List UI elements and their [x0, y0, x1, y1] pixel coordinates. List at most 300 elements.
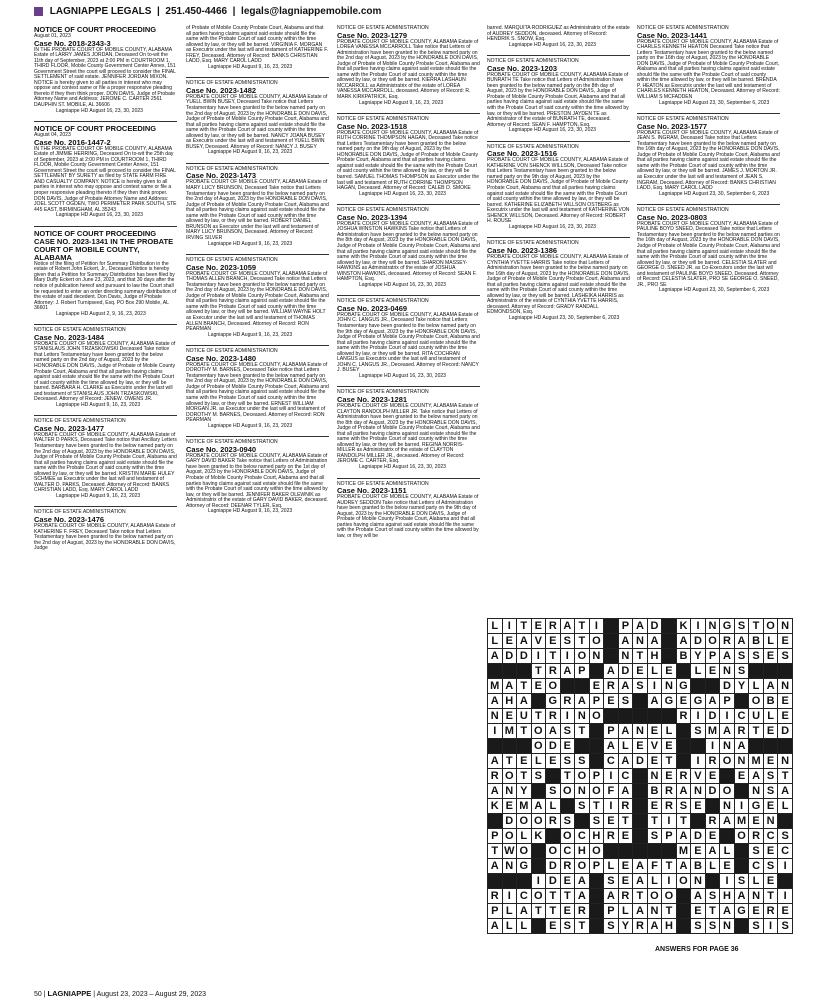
- answer-cell: E: [691, 799, 706, 814]
- answer-cell: E: [763, 844, 778, 859]
- answer-cell: E: [604, 694, 619, 709]
- black-square: [749, 739, 764, 754]
- answer-cell: E: [662, 739, 677, 754]
- answer-cell: O: [749, 694, 764, 709]
- answer-cell: A: [734, 889, 749, 904]
- black-square: [778, 739, 793, 754]
- answer-cell: L: [502, 919, 517, 934]
- answer-cell: A: [618, 724, 633, 739]
- answer-cell: A: [676, 784, 691, 799]
- answer-cell: D: [517, 649, 532, 664]
- notice-body: PROBATE COURT OF MOBILE COUNTY, ALABAMA Estate of WALTER D PARKS, Deceased Take notice that Ancillary Letters Testamentary have been granted to the below named party on the 2nd day of August, 2023 by the HONORABLE DON DAVIS, Judge of Probate of Mobile County Probate Court, Alabama and that all parties having claims against said estate should file the same with the Probate Court of said county within the time allowed by law, or they will be barred. KRISTIN MARIE HULEY SCHMEE as Executrix under the last will and testament of WALTER D. PARKS, Deceased. Attorney of Record: BANKS CHRISTIAN LADD, Esq. MARY CAROL LADD: [34, 431, 177, 494]
- answer-cell: S: [763, 769, 778, 784]
- case-number: Case No. 2018-2343-3: [34, 38, 111, 48]
- answer-cell: I: [778, 889, 793, 904]
- case-number: Case No. 2023-1281: [337, 394, 408, 404]
- answer-cell: T: [488, 844, 503, 859]
- notice-heading: NOTICE OF ESTATE ADMINISTRATION: [637, 207, 729, 214]
- answer-cell: A: [734, 739, 749, 754]
- notice-body: IN THE PROBATE COURT OF MOBILE COUNTY, ALABAMA Estate of JIMMIE HERRING, Deceased On to-wit the 25th day of September, 2023 at 2:00 PM in COURTROOM 1, THIRD FLOOR, Mobile County Government Center Annex, 151 Government Street the court will proceed to consider the FINAL SETTLEMENT BY SURETY as filed by STATE FARM FIRE AND CASUALTY COMPANY. NOTICE is hereby given to all parties in interest who may oppose and contest same or file a proper responsive pleading thereto if they then think proper. DON DAVIS, Judge of Probate Attorney Name and Address: JOEL SCOTT OGDEN, TWO PERIMETER PARK SOUTH, STE 445 EAST, BIRMINGHAM, AL 35243: [34, 145, 177, 213]
- answer-cell: S: [778, 649, 793, 664]
- answer-cell: S: [705, 889, 720, 904]
- notice-divider: [34, 324, 177, 325]
- answer-cell: T: [560, 889, 575, 904]
- answer-cell: I: [604, 769, 619, 784]
- answer-cell: D: [720, 679, 735, 694]
- black-square: [531, 784, 546, 799]
- case-number: Case No. 2023-1484: [34, 332, 105, 342]
- black-square: [720, 829, 735, 844]
- answer-cell: O: [662, 889, 677, 904]
- black-square: [676, 919, 691, 934]
- answer-cell: L: [546, 799, 561, 814]
- black-square: [633, 844, 648, 859]
- notice-body: PROBATE COURT OF MOBILE COUNTY, ALABAMA Estate of JEAN S. INGRAM, Deceased Take notice that Letters Testamentary have been granted to the below named party on the 16th day of August, 2023 by the HONORABLE DON DAVIS, Judge of Probate of Mobile County Probate Court, Alabama and that all parties having claims against said estate should file the same with the Probate Court of said county within the time allowed by law, or they will be barred. JAMES J. MORTON JR. as Executor under the last will and testament of JEAN S. INGRAM, Deceased. Attorney of Record: BANKS CHRISTIAN LADD, Esq. MARY CAROL LADD: [637, 129, 780, 192]
- legal-notice: [34, 510, 177, 551]
- answer-cell: D: [618, 664, 633, 679]
- answer-cell: L: [517, 829, 532, 844]
- answer-cell: A: [647, 919, 662, 934]
- grid-row: [488, 829, 793, 844]
- notice-body: PROBATE COURT OF MOBILE COUNTY, ALABAMA Estate of CYNTHIA YVETTE HARRIS Take notice that Letters of Administration have been granted to the below named party on the 16th day of August, 2023 by the HONORABLE DON DAVIS, Judge of Probate of Mobile County Probate Court, Alabama and that all parties having claims against said estate should file the same with the Probate Court of said county within the time allowed by law, or they will be barred. LASHEIKA HARRIS as Administratrix of the estate of CYNTHIA YVETTE HARRIS, deceased. Attorney of Record: GRADY RANDALL EDMONDSON, Esq.: [487, 253, 630, 316]
- notice-divider: [337, 386, 480, 387]
- answer-cell: I: [734, 799, 749, 814]
- answer-cell: S: [575, 754, 590, 769]
- answer-cell: T: [560, 769, 575, 784]
- answer-cell: T: [676, 814, 691, 829]
- case-number: Case No. 2023-1516: [487, 149, 558, 159]
- answer-cell: O: [531, 889, 546, 904]
- case-number: Case No. 2023-0803: [637, 212, 708, 222]
- notice-divider: [637, 113, 780, 114]
- black-square: [734, 844, 749, 859]
- answer-cell: P: [488, 904, 503, 919]
- notice-body: PROBATE COURT OF MOBILE COUNTY, ALABAMA Estate of GARY DAVID BAKER Take notice that Letters of Administration have been granted to the below named party on the 1st day of August, 2023 by the HONORABLE DON DAVIS, Judge of Probate of Mobile County Probate Court, Alabama and that all parties having claims against said estate should file the same with the Probate Court of said county within the time allowed by law, or they will be barred. JENNIFER BAKER OLEWNIK as Administratrix of the estate of GARY DAVID BAKER, deceased. Attorney of Record: DEENAR TYLER, Esq.: [186, 452, 328, 509]
- notice-heading: NOTICE OF COURT PROCEEDING: [34, 124, 157, 134]
- answer-cell: E: [531, 679, 546, 694]
- black-square: [691, 679, 706, 694]
- answer-cell: H: [575, 844, 590, 859]
- answer-cell: L: [488, 619, 503, 634]
- black-square: [531, 859, 546, 874]
- legal-notice: [637, 26, 780, 106]
- answer-cell: C: [749, 859, 764, 874]
- notice-divider: [487, 55, 630, 56]
- answer-cell: A: [691, 889, 706, 904]
- answer-cell: S: [749, 919, 764, 934]
- black-square: [531, 919, 546, 934]
- publication-line: Lagniappe HD August 16, 23, 30, 2023: [56, 212, 143, 219]
- answer-cell: R: [662, 784, 677, 799]
- black-square: [575, 679, 590, 694]
- publication-line: Lagniappe HD August 16, 23, 30, 2023: [56, 107, 143, 114]
- answer-cell: D: [633, 754, 648, 769]
- answer-cell: R: [676, 709, 691, 724]
- answer-cell: S: [575, 799, 590, 814]
- brand-name: LAGNIAPPE: [47, 989, 92, 998]
- answer-cell: E: [705, 769, 720, 784]
- case-number: Case No. 2023-1386: [487, 245, 558, 255]
- black-square: [662, 634, 677, 649]
- black-square: [633, 694, 648, 709]
- answer-cell: E: [705, 664, 720, 679]
- answer-cell: R: [720, 634, 735, 649]
- black-square: [720, 769, 735, 784]
- answer-cell: S: [560, 634, 575, 649]
- answer-cell: O: [517, 814, 532, 829]
- page-footer: 50 | LAGNIAPPE | August 23, 2023 – August 29, 2023: [34, 989, 206, 998]
- answer-cell: D: [778, 724, 793, 739]
- answer-cell: S: [531, 769, 546, 784]
- grid-row: [488, 769, 793, 784]
- answer-cell: P: [720, 694, 735, 709]
- legal-notice: [487, 26, 630, 48]
- answer-cell: V: [647, 739, 662, 754]
- black-square: [546, 769, 561, 784]
- notice-body: PROBATE COURT OF MOBILE COUNTY, ALABAMA Estate of AUDREY SEDDON Take notice that Letters of Administration have been granted to the below named party on the 9th day of August, 2023 by the HONORABLE DON DAVIS, Judge of Probate of Mobile County Probate Court, Alabama and that all parties having claims against said estate should file the same with the Probate Court of said county within the time allowed by law, or they will be: [337, 494, 479, 539]
- notice-divider: [186, 163, 329, 164]
- answer-cell: E: [560, 904, 575, 919]
- contact-email[interactable]: legals@lagniappemobile.com: [241, 6, 382, 17]
- answer-cell: E: [691, 844, 706, 859]
- answer-cell: L: [705, 859, 720, 874]
- answer-cell: O: [575, 649, 590, 664]
- legal-notice: [186, 440, 329, 515]
- legal-notice: [637, 117, 780, 197]
- black-square: [662, 649, 677, 664]
- answer-cell: A: [575, 874, 590, 889]
- black-square: [676, 754, 691, 769]
- answer-cell: P: [705, 649, 720, 664]
- notice-divider: [487, 237, 630, 238]
- answer-cell: A: [488, 754, 503, 769]
- answer-cell: E: [763, 754, 778, 769]
- answer-cell: U: [749, 709, 764, 724]
- answer-cell: R: [488, 769, 503, 784]
- notice-divider: [34, 506, 177, 507]
- black-square: [589, 904, 604, 919]
- black-square: [589, 754, 604, 769]
- answer-cell: E: [705, 829, 720, 844]
- notice-body: barred. MARQUITA RODRIGUEZ as Administratrix of the estate of AUDREY SEDDON, deceased. Attorney of Record: HENDRIK S. SNOW, Esq.: [487, 25, 630, 43]
- answer-cell: R: [734, 724, 749, 739]
- answer-cell: O: [560, 784, 575, 799]
- case-number: Case No. 2023-1482: [186, 85, 257, 95]
- legal-notice: [34, 328, 177, 408]
- section-title: LAGNIAPPE LEGALS: [49, 6, 152, 17]
- answer-cell: R: [546, 619, 561, 634]
- answer-cell: E: [589, 679, 604, 694]
- answer-cell: N: [589, 649, 604, 664]
- case-number: Case No. 2023-1441: [637, 30, 708, 40]
- publication-line: Lagniappe HD August 2, 9, 16, 23, 2023: [56, 310, 146, 317]
- answer-cell: E: [647, 724, 662, 739]
- black-square: [705, 799, 720, 814]
- publication-line: Lagniappe HD August 9, 16, 23, 2023: [208, 149, 293, 156]
- grid-row: [488, 889, 793, 904]
- black-square: [517, 664, 532, 679]
- answer-cell: P: [589, 859, 604, 874]
- answer-cell: G: [662, 694, 677, 709]
- case-number: Case No. 2023-1480: [186, 353, 257, 363]
- answer-cell: P: [575, 664, 590, 679]
- case-number: Case No. 2023-1473: [186, 171, 257, 181]
- legal-notice: [186, 258, 329, 338]
- answers-label: ANSWERS FOR PAGE 36: [655, 946, 739, 953]
- black-square: [763, 739, 778, 754]
- notice-heading: NOTICE OF ESTATE ADMINISTRATION: [186, 257, 278, 264]
- black-square: [575, 739, 590, 754]
- notice-heading: NOTICE OF ESTATE ADMINISTRATION: [34, 327, 126, 334]
- answer-cell: S: [604, 919, 619, 934]
- answer-cell: O: [531, 739, 546, 754]
- answer-cell: B: [763, 694, 778, 709]
- answer-cell: O: [676, 874, 691, 889]
- answer-cell: E: [734, 769, 749, 784]
- answer-cell: L: [662, 724, 677, 739]
- answer-cell: S: [734, 874, 749, 889]
- black-square: [488, 664, 503, 679]
- answer-cell: D: [705, 709, 720, 724]
- black-square: [575, 814, 590, 829]
- answer-cell: A: [560, 664, 575, 679]
- answer-cell: I: [691, 754, 706, 769]
- answer-cell: A: [618, 784, 633, 799]
- answer-cell: M: [749, 754, 764, 769]
- answer-cell: H: [662, 919, 677, 934]
- black-square: [517, 874, 532, 889]
- publication-line: Lagniappe HD August 9, 16, 23, 2023: [359, 99, 444, 106]
- answer-cell: A: [575, 694, 590, 709]
- answer-cell: N: [575, 784, 590, 799]
- notice-heading: NOTICE OF ESTATE ADMINISTRATION: [337, 25, 429, 31]
- answer-cell: T: [749, 619, 764, 634]
- legal-notice: [34, 419, 177, 499]
- answer-cell: O: [531, 724, 546, 739]
- grid-row: [488, 859, 793, 874]
- notice-date: August 01, 2023: [34, 33, 71, 39]
- black-square: [560, 679, 575, 694]
- answer-cell: L: [647, 664, 662, 679]
- answer-cell: E: [546, 754, 561, 769]
- answer-cell: D: [546, 859, 561, 874]
- grid-row: [488, 754, 793, 769]
- notice-heading: NOTICE OF ESTATE ADMINISTRATION: [186, 165, 278, 172]
- answer-cell: G: [676, 679, 691, 694]
- answer-cell: L: [691, 664, 706, 679]
- notice-heading: NOTICE OF ESTATE ADMINISTRATION: [487, 240, 579, 247]
- notice-divider: [637, 204, 780, 205]
- legal-notice: [487, 241, 630, 321]
- answer-cell: E: [647, 799, 662, 814]
- answer-cell: M: [488, 679, 503, 694]
- publication-line: Lagniappe HD August 23, 30, September 6, 2023: [659, 190, 770, 197]
- answer-cell: E: [763, 799, 778, 814]
- black-square: [618, 844, 633, 859]
- grid-row: [488, 874, 793, 889]
- notice-body: PROBATE COURT OF MOBILE COUNTY, ALABAMA Estate of THOMAS ALLEN BRANCH, Deceased Take notice that Letters Testamentary have been granted to the below named party on the 2nd day of August, 2023 by the HONORABLE DON DAVIS, Judge of Probate of Mobile County Probate Court, Alabama and that all parties having claims against said estate should file the same with the Probate Court of said county within the time allowed by law, or they will be barred. WILLIAM WAYNE HOLT as Executor under the last will and testament of THOMAS ALLEN BRANCH, Deceased. Attorney of Record: RON PEARMAN: [186, 270, 329, 333]
- black-square: [662, 844, 677, 859]
- notice-heading: NOTICE OF ESTATE ADMINISTRATION: [337, 298, 429, 305]
- notice-body: PROBATE COURT OF MOBILE COUNTY, ALABAMA Estate of LOREA VANESSA MCCARROLL Take notice that Letters of Administration have been granted to the below named party on the 2nd day of August, 2023 by the HONORABLE DON DAVIS, Judge of Probate of Mobile County Probate Court, Alabama and that all parties having claims against said estate should file the same with the Probate Court of said county within the time allowed by law, or they will be barred. KIERRA LASHAUN MCCARROLL as Administratrix of the estate of LOREA VANESSA MCCARROLL, deceased. Attorney of Record: R. MARK KIRKPATRICK, Esq.: [337, 38, 480, 101]
- answer-cell: E: [546, 634, 561, 649]
- notice-date: August 04, 2023: [34, 132, 71, 139]
- publication-line: Lagniappe HD August 23, 30, September 6, 2023: [659, 99, 770, 106]
- publication-line: Lagniappe HD August 16, 23, 30, 2023: [359, 372, 446, 379]
- notice-divider: [186, 345, 329, 346]
- black-square: [691, 739, 706, 754]
- publication-line: Lagniappe HD August 23, 30, September 6, 2023: [509, 314, 620, 321]
- answer-cell: C: [604, 754, 619, 769]
- answer-cell: S: [560, 814, 575, 829]
- answer-cell: L: [604, 859, 619, 874]
- page-header: LAGNIAPPE LEGALS | 251.450-4466 | legals@lagniappemobile.com: [34, 6, 804, 20]
- answer-cell: P: [488, 829, 503, 844]
- answer-cell: H: [647, 649, 662, 664]
- answer-cell: I: [720, 709, 735, 724]
- answer-cell: E: [502, 799, 517, 814]
- answer-cell: O: [517, 844, 532, 859]
- publication-line: Lagniappe HD August 9, 16, 23, 2023: [208, 63, 293, 70]
- answer-cell: I: [604, 799, 619, 814]
- black-square: [488, 874, 503, 889]
- answer-cell: T: [502, 754, 517, 769]
- answer-cell: G: [691, 694, 706, 709]
- answer-cell: E: [749, 904, 764, 919]
- answer-cell: E: [618, 829, 633, 844]
- answer-cell: M: [676, 844, 691, 859]
- case-number: Case No. 2023-1518: [337, 121, 408, 131]
- answer-cell: M: [502, 724, 517, 739]
- notice-body: PROBATE COURT OF MOBILE COUNTY, ALABAMA Estate of JOHN C. LANGUS JR., Deceased Take notice that Letters Testamentary have been granted to the below named party on the 9th day of August, 2023 by the HONORABLE DON DAVIS, Judge of Probate of Mobile County Probate Court, Alabama and that all parties having claims against said estate should file the same with the Probate Court of said county within the time allowed by law, or they will be barred. RITA COCHRAN LANGUS as Executrix under the last will and testament of JOHN C. LANGUS JR., Deceased. Attorney of Record: NANCY J. BUSEY: [337, 311, 480, 374]
- notice-body: PROBATE COURT OF MOBILE COUNTY, ALABAMA Estate of KATHERINE F. FREY, Deceased Take notice that Letters Testamentary have been granted to the below named party on the 2nd day of August, 2023 by the HONORABLE DON DAVIS, Judge: [34, 523, 176, 552]
- answer-cell: A: [488, 649, 503, 664]
- answer-cell: O: [575, 769, 590, 784]
- legal-notice: [487, 145, 630, 231]
- notice-heading: NOTICE OF ESTATE ADMINISTRATION: [487, 143, 579, 150]
- black-square: [778, 664, 793, 679]
- answer-cell: D: [546, 739, 561, 754]
- answer-cell: A: [676, 829, 691, 844]
- notice-body: PROBATE COURT OF MOBILE COUNTY, ALABAMA Estate of YUELL BWIN BUSEY, Deceased Take notice that Letters Testamentary have been granted to the below named party on the 2nd day of August, 2023 by the HONORABLE DON DAVIS, Judge of Probate of Mobile County Probate Court, Alabama and that all parties having claims against said estate should file the same with the Probate Court of said county within the time allowed by law, or they will be barred. NANCY JOANA BUSEY as Executrix under the last will and testament of YUELL BWIN BUSEY, Deceased. Attorney of Record: NANCY J. BUSEY: [186, 93, 329, 150]
- black-square: [633, 799, 648, 814]
- publication-line: Lagniappe HD August 16, 23, 30, 2023: [359, 464, 446, 470]
- answer-cell: T: [647, 814, 662, 829]
- notice-heading: NOTICE OF ESTATE ADMINISTRATION: [337, 116, 429, 123]
- answer-cell: A: [604, 664, 619, 679]
- answer-cell: K: [531, 829, 546, 844]
- answer-cell: E: [749, 814, 764, 829]
- answer-cell: O: [589, 709, 604, 724]
- answer-cell: A: [676, 859, 691, 874]
- answer-cell: I: [502, 889, 517, 904]
- answer-cell: I: [531, 649, 546, 664]
- answer-cell: E: [662, 769, 677, 784]
- answer-cell: E: [691, 904, 706, 919]
- answer-cell: T: [778, 769, 793, 784]
- black-square: [763, 664, 778, 679]
- grid-row: [488, 724, 793, 739]
- answer-cell: M: [705, 724, 720, 739]
- notice-heading: NOTICE OF ESTATE ADMINISTRATION: [34, 509, 126, 516]
- black-square: [618, 709, 633, 724]
- answer-cell: V: [691, 769, 706, 784]
- answer-cell: T: [705, 904, 720, 919]
- case-number: Case No. 2023-1279: [337, 30, 408, 40]
- answer-cell: S: [560, 724, 575, 739]
- black-square: [589, 739, 604, 754]
- notice-body: Notice of the filing of Petition for Summary Distribution in the estate of Robert John Eckert, Jr., Deceased Notice is hereby given that a Petition for Summary Distribution has been filed by Mary Duffy Eckert on June 23, 2023, and that 30 days after the notice of publication hereof and pursuant to law the Court shall be requested to enter an order directing summary distribution of the estate of said decedent. Don Davis, Judge of Probate Attorney: J. Robert Turnipseed, Esq. PO Box 290 Mobile, AL 36601: [34, 260, 177, 312]
- answer-cell: S: [604, 874, 619, 889]
- answer-cell: E: [633, 664, 648, 679]
- legal-column-4: [487, 26, 630, 329]
- answer-cell: A: [705, 844, 720, 859]
- answer-cell: T: [546, 649, 561, 664]
- notice-divider: [337, 204, 480, 205]
- answer-cell: O: [502, 829, 517, 844]
- answer-cell: R: [662, 799, 677, 814]
- answer-cell: T: [531, 709, 546, 724]
- answer-cell: A: [560, 619, 575, 634]
- black-square: [589, 724, 604, 739]
- black-square: [604, 634, 619, 649]
- answer-cell: T: [546, 889, 561, 904]
- publication-line: Lagniappe HD August 16, 23, 30, 2023: [359, 281, 446, 288]
- black-square: [531, 694, 546, 709]
- black-square: [647, 844, 662, 859]
- answer-cell: P: [589, 769, 604, 784]
- answer-cell: H: [720, 889, 735, 904]
- answer-cell: N: [749, 784, 764, 799]
- black-square: [691, 814, 706, 829]
- black-square: [531, 844, 546, 859]
- black-square: [662, 709, 677, 724]
- answer-cell: T: [575, 619, 590, 634]
- answer-cell: I: [589, 619, 604, 634]
- black-square: [633, 769, 648, 784]
- answer-cell: O: [546, 679, 561, 694]
- answer-cell: F: [604, 784, 619, 799]
- case-number: Case No. 2023-1203: [487, 63, 558, 73]
- answer-cell: I: [763, 919, 778, 934]
- answer-cell: O: [502, 769, 517, 784]
- publication-line: Lagniappe HD August 9, 16, 23, 2023: [208, 240, 293, 247]
- answer-cell: T: [633, 889, 648, 904]
- answer-cell: A: [531, 799, 546, 814]
- answer-cell: N: [763, 814, 778, 829]
- answer-cell: R: [546, 709, 561, 724]
- answer-cell: T: [662, 904, 677, 919]
- answer-cell: A: [618, 634, 633, 649]
- notice-body: PROBATE COURT OF MOBILE COUNTY, ALABAMA Estate of PAULINE BOYD SNEED, Deceased Take notice that Letters Testamentary have been granted to the below named parties on the 16th day of August, 2023 by the HONORABLE DON DAVIS, Judge of Probate of Mobile County Probate Court, Alabama and that all parties having claims against said estate should file the same with the Probate Court of said county within the time allowed by law, or they will be barred. CELESTIA SLATER and GEORGE O. SNEED JR. as Co-Executors under the last will and testament of PAULINE BOYD SNEED, Deceased. Attorney of Record: CELESTIA SLATER, PRO SE GEORGE O. SNEED, JR., PRO SE: [637, 220, 780, 288]
- answer-cell: T: [589, 799, 604, 814]
- legal-notice: [337, 208, 480, 288]
- case-number: Case No. 2023-1476: [34, 515, 105, 524]
- answer-cell: A: [720, 649, 735, 664]
- answer-cell: N: [502, 784, 517, 799]
- answer-cell: I: [691, 709, 706, 724]
- notice-body: PROBATE COURT OF MOBILE COUNTY, ALABAMA Estate of JOSHUA WINSTON HAWKINS Take notice that Letters of Administration have been granted to the below named party on the 8th day of August, 2023 by the HONORABLE DON DAVIS, Judge of Probate of Mobile County Probate Court, Alabama and that all parties having claims against said estate should file the same with the Probate Court of said county within the time allowed by law, or they will be barred. SHARON MASSEY-HAWKINS as Administratrix of the estate of JOSHUA WINSTON HAWKINS, deceased. Attorney of Record: SEAN F. HAMPTON, Esq.: [337, 220, 480, 283]
- answer-cell: N: [720, 739, 735, 754]
- answer-cell: R: [546, 814, 561, 829]
- answer-cell: S: [647, 829, 662, 844]
- case-number: Case No. 2023-1059: [186, 262, 257, 272]
- answer-cell: L: [749, 874, 764, 889]
- answer-cell: A: [647, 634, 662, 649]
- answer-cell: I: [502, 619, 517, 634]
- answer-cell: C: [618, 769, 633, 784]
- answer-cell: L: [618, 739, 633, 754]
